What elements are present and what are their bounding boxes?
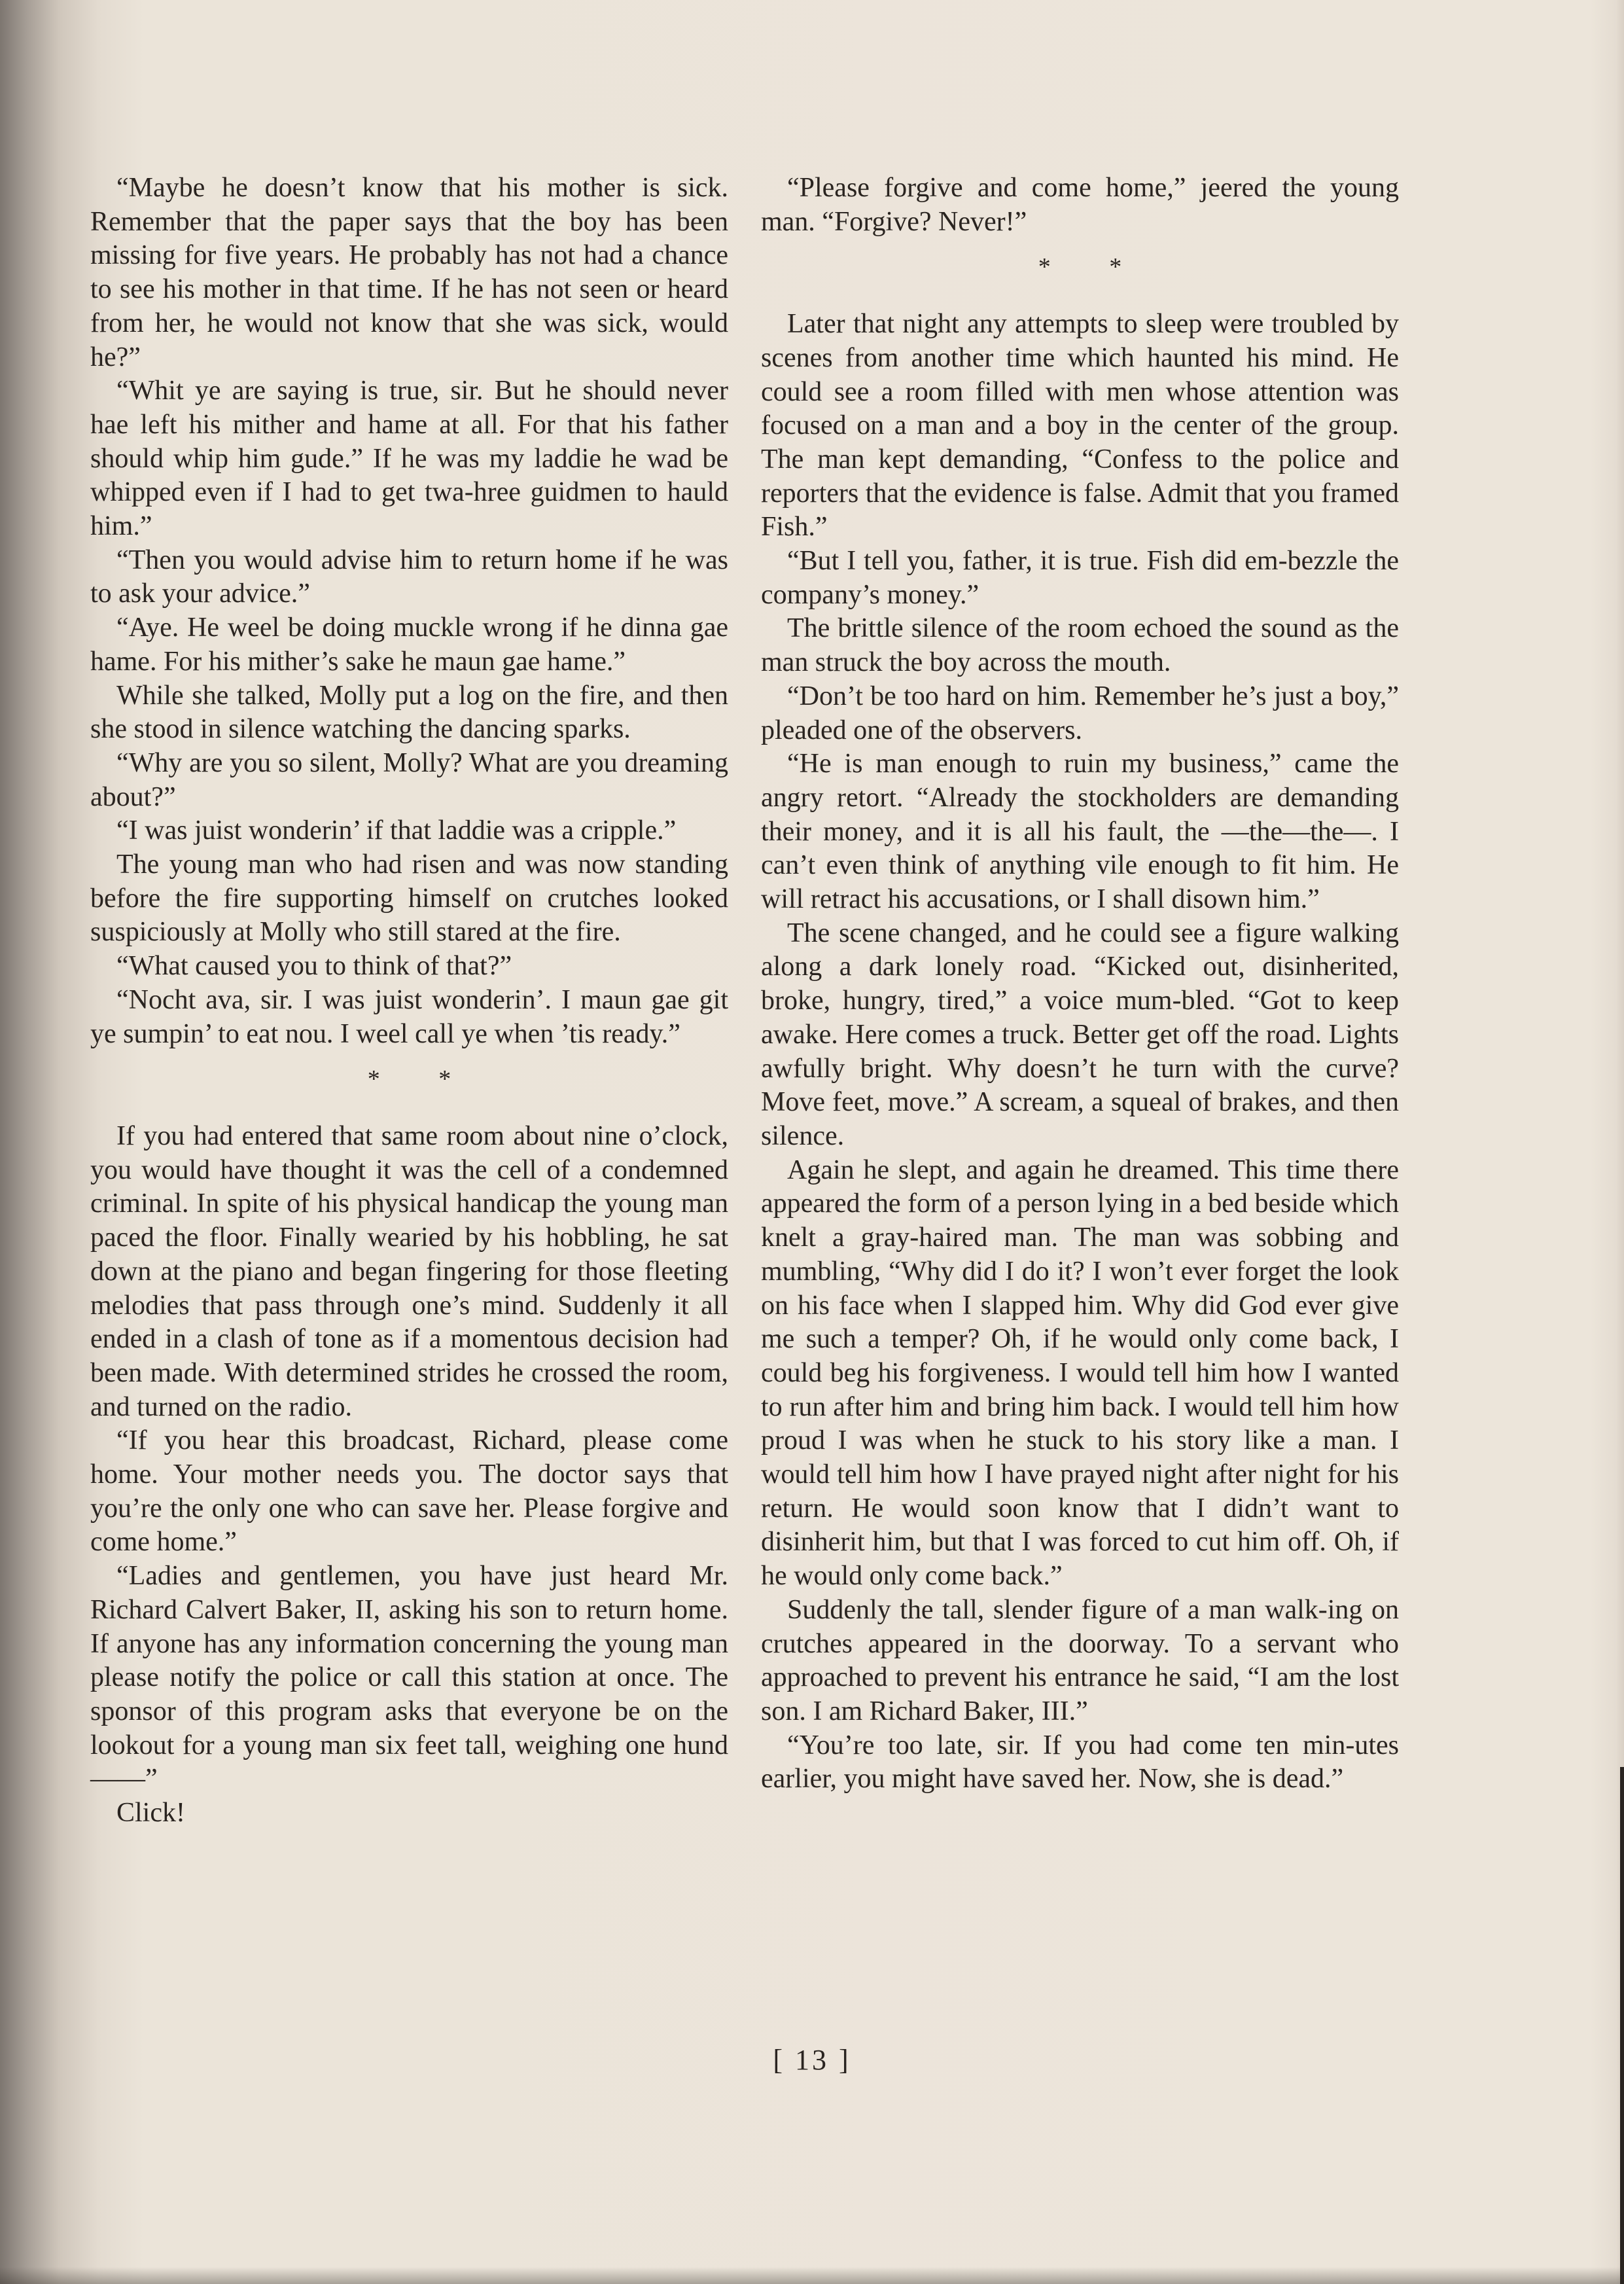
paragraph: While she talked, Molly put a log on the fire, and then she stood in silence watching the dancing sparks. xyxy=(90,680,728,745)
paragraph: Again he slept, and again he dreamed. This time there appeared the form of a person lying in a bed beside which knelt a gray-haired man. The man was sobbing and mumbling, “Why did I do it? I won’t ever forget the look on his face when I slapped him. Why did God ever give me such a temper? Oh, if he would only come back, I could beg his forgiveness. I would tell him how I wanted to run after him and bring him back. I would tell him how proud I was when he stuck to his story like a man. I would tell him how I have prayed night after night for his return. He would soon know that I didn’t want to disinherit him, but that I was forced to cut him off. Oh, if he would only come back.” xyxy=(761,1154,1399,1592)
paragraph: “Then you would advise him to return home if he was to ask your advice.” xyxy=(90,544,728,609)
section-break: * * xyxy=(1038,253,1148,281)
paragraph: Suddenly the tall, slender figure of a man walk-ing on crutches appeared in the doorway. To a servant who approached to prevent his entrance he said, “I am the lost son. I am Richard Baker, III.” xyxy=(761,1594,1399,1726)
right-column xyxy=(761,171,1399,1796)
left-column xyxy=(90,171,728,1830)
paragraph: “Ladies and gentlemen, you have just heard Mr. Richard Calvert Baker, II, asking his son to return home. If anyone has any information concerning the young man please notify the police or call this station at once. The sponsor of this program asks that everyone be on the lookout for a young man six feet tall, weighing one hund——” xyxy=(90,1561,728,1794)
paragraph: “What caused you to think of that?” xyxy=(116,951,512,982)
paragraph: The brittle silence of the room echoed the sound as the man struck the boy across the mouth. xyxy=(761,613,1399,678)
paragraph: “Whit ye are saying is true, sir. But he should never hae left his mither and hame at all. For that his father should whip him gude.” If he was my laddie he wad be whipped even if I had to get twa-hree guidmen to hauld him.” xyxy=(90,376,728,542)
paragraph: “Nocht ava, sir. I was juist wonderin’. I maun gae git ye sumpin’ to eat nou. I weel call ye when ’tis ready.” xyxy=(90,984,728,1049)
page-number: [ 13 ] xyxy=(773,2044,851,2076)
section-break: * * xyxy=(367,1065,478,1094)
page-bottom-shadow xyxy=(0,2267,1624,2284)
paragraph: “You’re too late, sir. If you had come ten min-utes earlier, you might have saved her. Now, she is dead.” xyxy=(761,1730,1399,1794)
paragraph: The scene changed, and he could see a figure walking along a dark lonely road. “Kicked out, disinherited, broke, hungry, tired,” a voice mum-bled. “Got to keep awake. Here comes a truck. Better get off the road. Lights awfully bright. Why doesn’t he turn with the curve? Move feet, move.” A scream, a squeal of brakes, and then silence. xyxy=(761,918,1399,1151)
paragraph: “Please forgive and come home,” jeered the young man. “Forgive? Never!” xyxy=(761,173,1399,237)
paragraph: “Don’t be too hard on him. Remember he’s just a boy,” pleaded one of the observers. xyxy=(761,681,1399,745)
paragraph: “If you hear this broadcast, Richard, please come home. Your mother needs you. The doctor says that you’re the only one who can save her. Please forgive and come home.” xyxy=(90,1425,728,1558)
paragraph: “He is man enough to ruin my business,” came the angry retort. “Already the stockholders are demanding their money, and it is all his fault, the —the—the—. I can’t even think of anything vile enough to fit him. He will retract his accusations, or I shall disown him.” xyxy=(761,749,1399,915)
paragraph: If you had entered that same room about nine o’clock, you would have thought it was the cell of a condemned criminal. In spite of his physical handicap the young man paced the floor. Finally wearied by his hobbling, he sat down at the piano and began fingering for those fleeting melodies that pass through one’s mind. Suddenly it all ended in a clash of tone as if a momentous decision had been made. With determined strides he crossed the room, and turned on the radio. xyxy=(90,1120,728,1422)
paragraph: The young man who had risen and was now standing before the fire supporting himself on crutches looked suspiciously at Molly who still stared at the fire. xyxy=(90,849,728,948)
paragraph: “I was juist wonderin’ if that laddie was a cripple.” xyxy=(116,815,677,846)
paragraph: “Why are you so silent, Molly? What are you dreaming about?” xyxy=(90,747,728,812)
paragraph: “But I tell you, father, it is true. Fish did em-bezzle the company’s money.” xyxy=(761,546,1399,610)
paragraph: “Maybe he doesn’t know that his mother is sick. Remember that the paper says that the boy has been missing for five years. He probably has not had a chance to see his mother in that time. If he has not seen or heard from her, he would not know that she was sick, would he?” xyxy=(90,173,728,372)
paragraph: Click! xyxy=(116,1798,185,1829)
paragraph: “Aye. He weel be doing muckle wrong if he dinna gae hame. For his mither’s sake he maun gae hame.” xyxy=(90,613,728,677)
paragraph: Later that night any attempts to sleep were troubled by scenes from another time which haunted his mind. He could see a room filled with men whose attention was focused on a man and a boy in the center of the group. The man kept demanding, “Confess to the police and reporters that the evidence is false. Admit that you framed Fish.” xyxy=(761,309,1400,543)
page-edge-shadow xyxy=(1620,1767,1624,2284)
